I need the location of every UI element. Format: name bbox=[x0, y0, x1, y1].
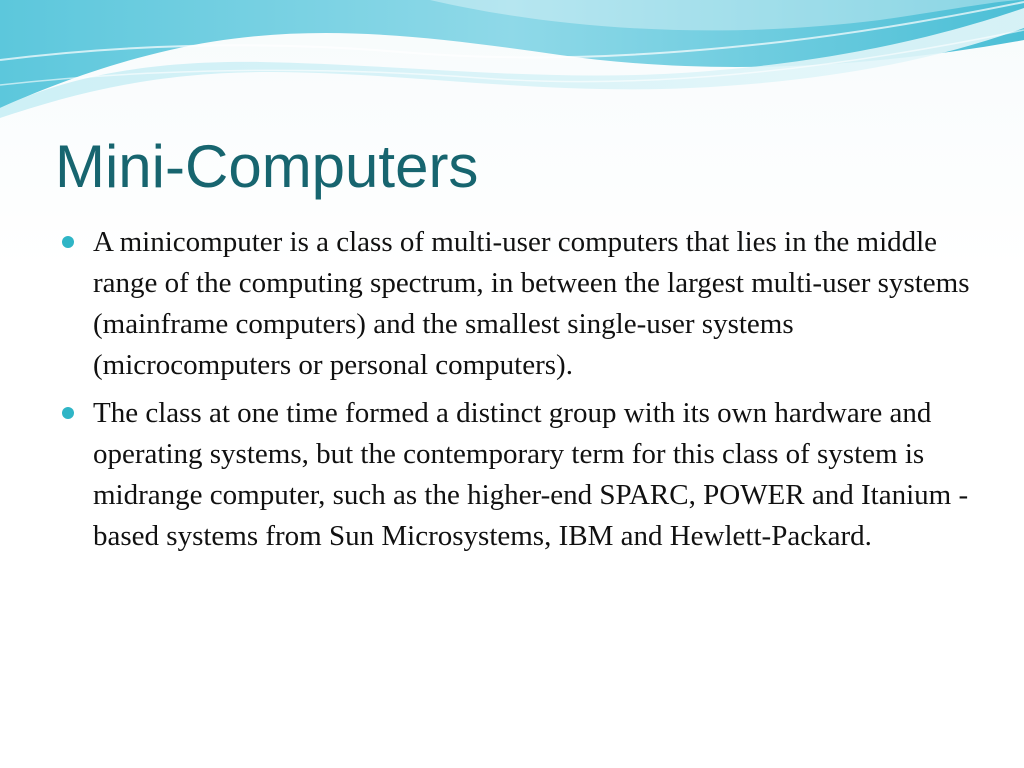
bullet-item bbox=[62, 393, 972, 557]
bullet-list bbox=[62, 222, 972, 564]
bullet-marker-icon bbox=[62, 236, 74, 248]
header-wave-decoration bbox=[0, 0, 1024, 130]
bullet-item bbox=[62, 222, 972, 386]
bullet-marker-icon bbox=[62, 407, 74, 419]
slide-title: Mini-Computers bbox=[55, 133, 479, 200]
bullet-text: A minicomputer is a class of multi-user computers that lies in the middle range of the computing spectrum, in between the largest multi-user systems (mainframe computers) and the smallest single-user systems (microcomputers or personal computers). bbox=[93, 226, 970, 381]
bullet-text: The class at one time formed a distinct group with its own hardware and operating systems, but the contemporary term for this class of system is midrange computer, such as the higher-end SPARC, POWER and Itanium -based systems from Sun Microsystems, IBM and Hewlett-Packard. bbox=[93, 397, 969, 552]
